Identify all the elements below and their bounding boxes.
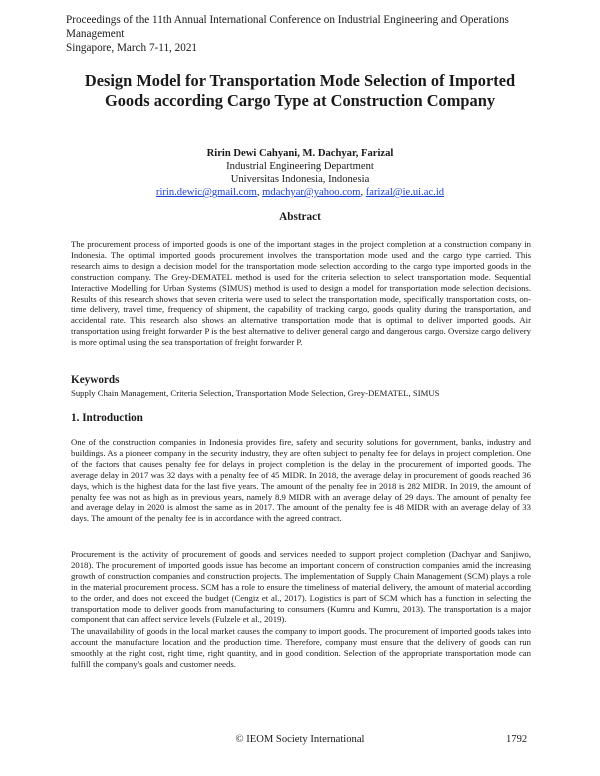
footer-copyright: © IEOM Society International bbox=[235, 734, 365, 745]
email-separator: , bbox=[256, 187, 263, 198]
email-link-2[interactable]: mdachyar@yahoo.com bbox=[262, 187, 361, 198]
proceedings-location-date: Singapore, March 7-11, 2021 bbox=[66, 42, 198, 54]
intro-paragraph-1: One of the construction companies in Indonesia provides fire, safety and security solutions for government, banks, industry and buildings. As a pioneer company in the security industry, they are often subject to penalty fee for delays in project completion. One of the factors that causes penalty fee for delays in project completion is the delay in the procurement of imported goods. The average delay in 2017 was 32 days with a penalty fee of 45 MIDR. In 2018, the average delay in procurement of goods reached 36 days, which is the highest data for the last five years. The amount of the penalty fee in 2018 is 282 MIDR. In 2019, the amount of penalty fee was not as high as in previous years, namely 8.9 MIDR with an average delay of 29 days. The amount of penalty fee and average delay in 2020 is almost the same as in 2017. The amount of the penalty fee is 48 MIDR with an average delay of 33 days. The amount of the penalty fee is in accordance with the agreed contract. bbox=[71, 437, 531, 524]
abstract-text: The procurement process of imported goods is one of the important stages in the project completion at a construction company in Indonesia. The optimal imported goods procurement involves the transportation mode used and the cargo type carried. This research aims to design a decision model for the transportation mode selection according to the cargo type imported goods in the construction company. The Grey-DEMATEL method is used for the criteria selection to select transportation mode. Sequential Interactive Modelling for Urban Systems (SIMUS) method is used to design a model for transportation mode selection decisions. Results of this research shows that seven criteria were used to select the transportation mode, specifically transportation costs, on-time delivery, travel time, frequency of shipment, the capability of tracking cargo, goods quality during the transportation, and accidental rate. This research also shows an alternative transportation mode that is optimal to deliver imported goods. Air transportation using freight forwarder P is the best alternative to deliver general cargo and dangerous cargo. Oversize cargo delivery is more optimal using the sea transportation of freight forwarder P. bbox=[71, 239, 531, 348]
abstract-heading: Abstract bbox=[279, 211, 321, 223]
author-department: Industrial Engineering Department bbox=[226, 161, 374, 172]
proceedings-title: Proceedings of the 11th Annual International Conference on Industrial Engineering and Operations Management bbox=[66, 14, 509, 40]
intro-paragraph-3: The unavailability of goods in the local market causes the company to import goods. The procurement of imported goods takes into account the manufacture location and the production time. Therefore, company must ensure that the delivery of goods can run smoothly at the right cost, right time, right quantity, and in good condition. Selection of the appropriate transportation mode can fulfill the company's goals and customer needs. bbox=[71, 626, 531, 669]
author-names: Ririn Dewi Cahyani, M. Dachyar, Farizal bbox=[206, 148, 394, 159]
author-university: Universitas Indonesia, Indonesia bbox=[230, 174, 370, 185]
email-link-3[interactable]: farizal@ie.ui.ac.id bbox=[365, 187, 445, 198]
keywords-heading: Keywords bbox=[71, 374, 120, 386]
author-emails bbox=[0, 186, 600, 199]
author-block bbox=[0, 147, 600, 199]
paper-title: Design Model for Transportation Mode Selection of Imported Goods according Cargo Type at Construction Company bbox=[84, 71, 516, 110]
keywords-text: Supply Chain Management, Criteria Selection, Transportation Mode Selection, Grey-DEMATEL, SIMUS bbox=[71, 388, 440, 398]
email-separator: , bbox=[360, 187, 366, 198]
page-number: 1792 bbox=[506, 734, 528, 745]
intro-paragraph-2: Procurement is the activity of procurement of goods and services needed to support project completion (Dachyar and Sanjiwo, 2018). The procurement of imported goods issue has become an important concern of construction companies amid the increasing growth of construction companies and construction projects. The implementation of Supply Chain Management (SCM) plays a role in the material procurement process. SCM has a role to ensure the timeliness of material delivery, the amount of material according to the order, and does not exceed the budget (Cengiz et al., 2017). Logistics is part of SCM which has a function in selecting the transportation mode to deliver goods from manufacturing to consumers (Kumru and Kumru, 2013). The transportation is a major component that can affect service levels (Fulzele et al., 2019). bbox=[71, 549, 531, 625]
introduction-heading: 1. Introduction bbox=[71, 412, 143, 424]
proceedings-header bbox=[66, 13, 566, 55]
email-link-1[interactable]: ririn.dewic@gmail.com bbox=[155, 187, 257, 198]
